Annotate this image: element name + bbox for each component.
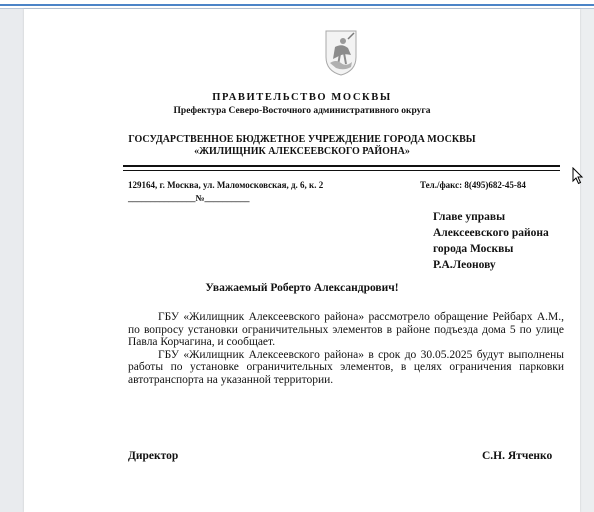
moscow-coat-of-arms-icon (324, 29, 358, 77)
recipient-line: Алексеевского района (433, 227, 549, 239)
recipient-line: Р.А.Леонову (433, 259, 496, 271)
organization-name-line2: «ЖИЛИЩНИК АЛЕКСЕЕВСКОГО РАЙОНА» (194, 146, 410, 157)
viewer-top-bar (0, 0, 594, 9)
organization-address: 129164, г. Москва, ул. Маломосковская, д. 6, к. 2 (128, 180, 324, 190)
recipient-block (433, 209, 549, 273)
body-paragraph: ГБУ «Жилищник Алексеевского района» в срок до 30.05.2025 будут выполнены работы по установке ограничительных элементов, в целях ограничения парковки автотранспорта на указанной территории. (128, 348, 564, 386)
organization-name-line1: ГОСУДАРСТВЕННОЕ БЮДЖЕТНОЕ УЧРЕЖДЕНИЕ ГОРОДА МОСКВЫ (128, 134, 476, 145)
letter-body (128, 311, 564, 386)
registration-number-line: _______________№__________ (128, 193, 250, 203)
mouse-pointer-icon (572, 167, 584, 185)
signer-position: Директор (128, 450, 179, 462)
organization-phone: Тел./факс: 8(495)682-45-84 (420, 180, 526, 190)
scrollbar-track[interactable] (580, 9, 594, 512)
recipient-line: Главе управы (433, 211, 506, 223)
viewer-accent-line (0, 4, 594, 6)
signer-name: С.Н. Ятченко (482, 450, 553, 462)
prefecture-name: Префектура Северо-Восточного административного округа (173, 106, 431, 116)
body-paragraph: ГБУ «Жилищник Алексеевского района» рассмотрело обращение Рейбарх А.М., по вопросу установки ограничительных элементов в районе подъезда дома 5 по улице Павла Корчагина, и сообщает. (128, 311, 564, 348)
recipient-line: города Москвы (433, 243, 514, 255)
document-page (24, 9, 580, 512)
header-divider-thick (123, 165, 560, 167)
header-divider-thin (123, 170, 560, 171)
letter-greeting: Уважаемый Роберто Александрович! (205, 282, 399, 294)
government-title: ПРАВИТЕЛЬСТВО МОСКВЫ (212, 92, 392, 103)
